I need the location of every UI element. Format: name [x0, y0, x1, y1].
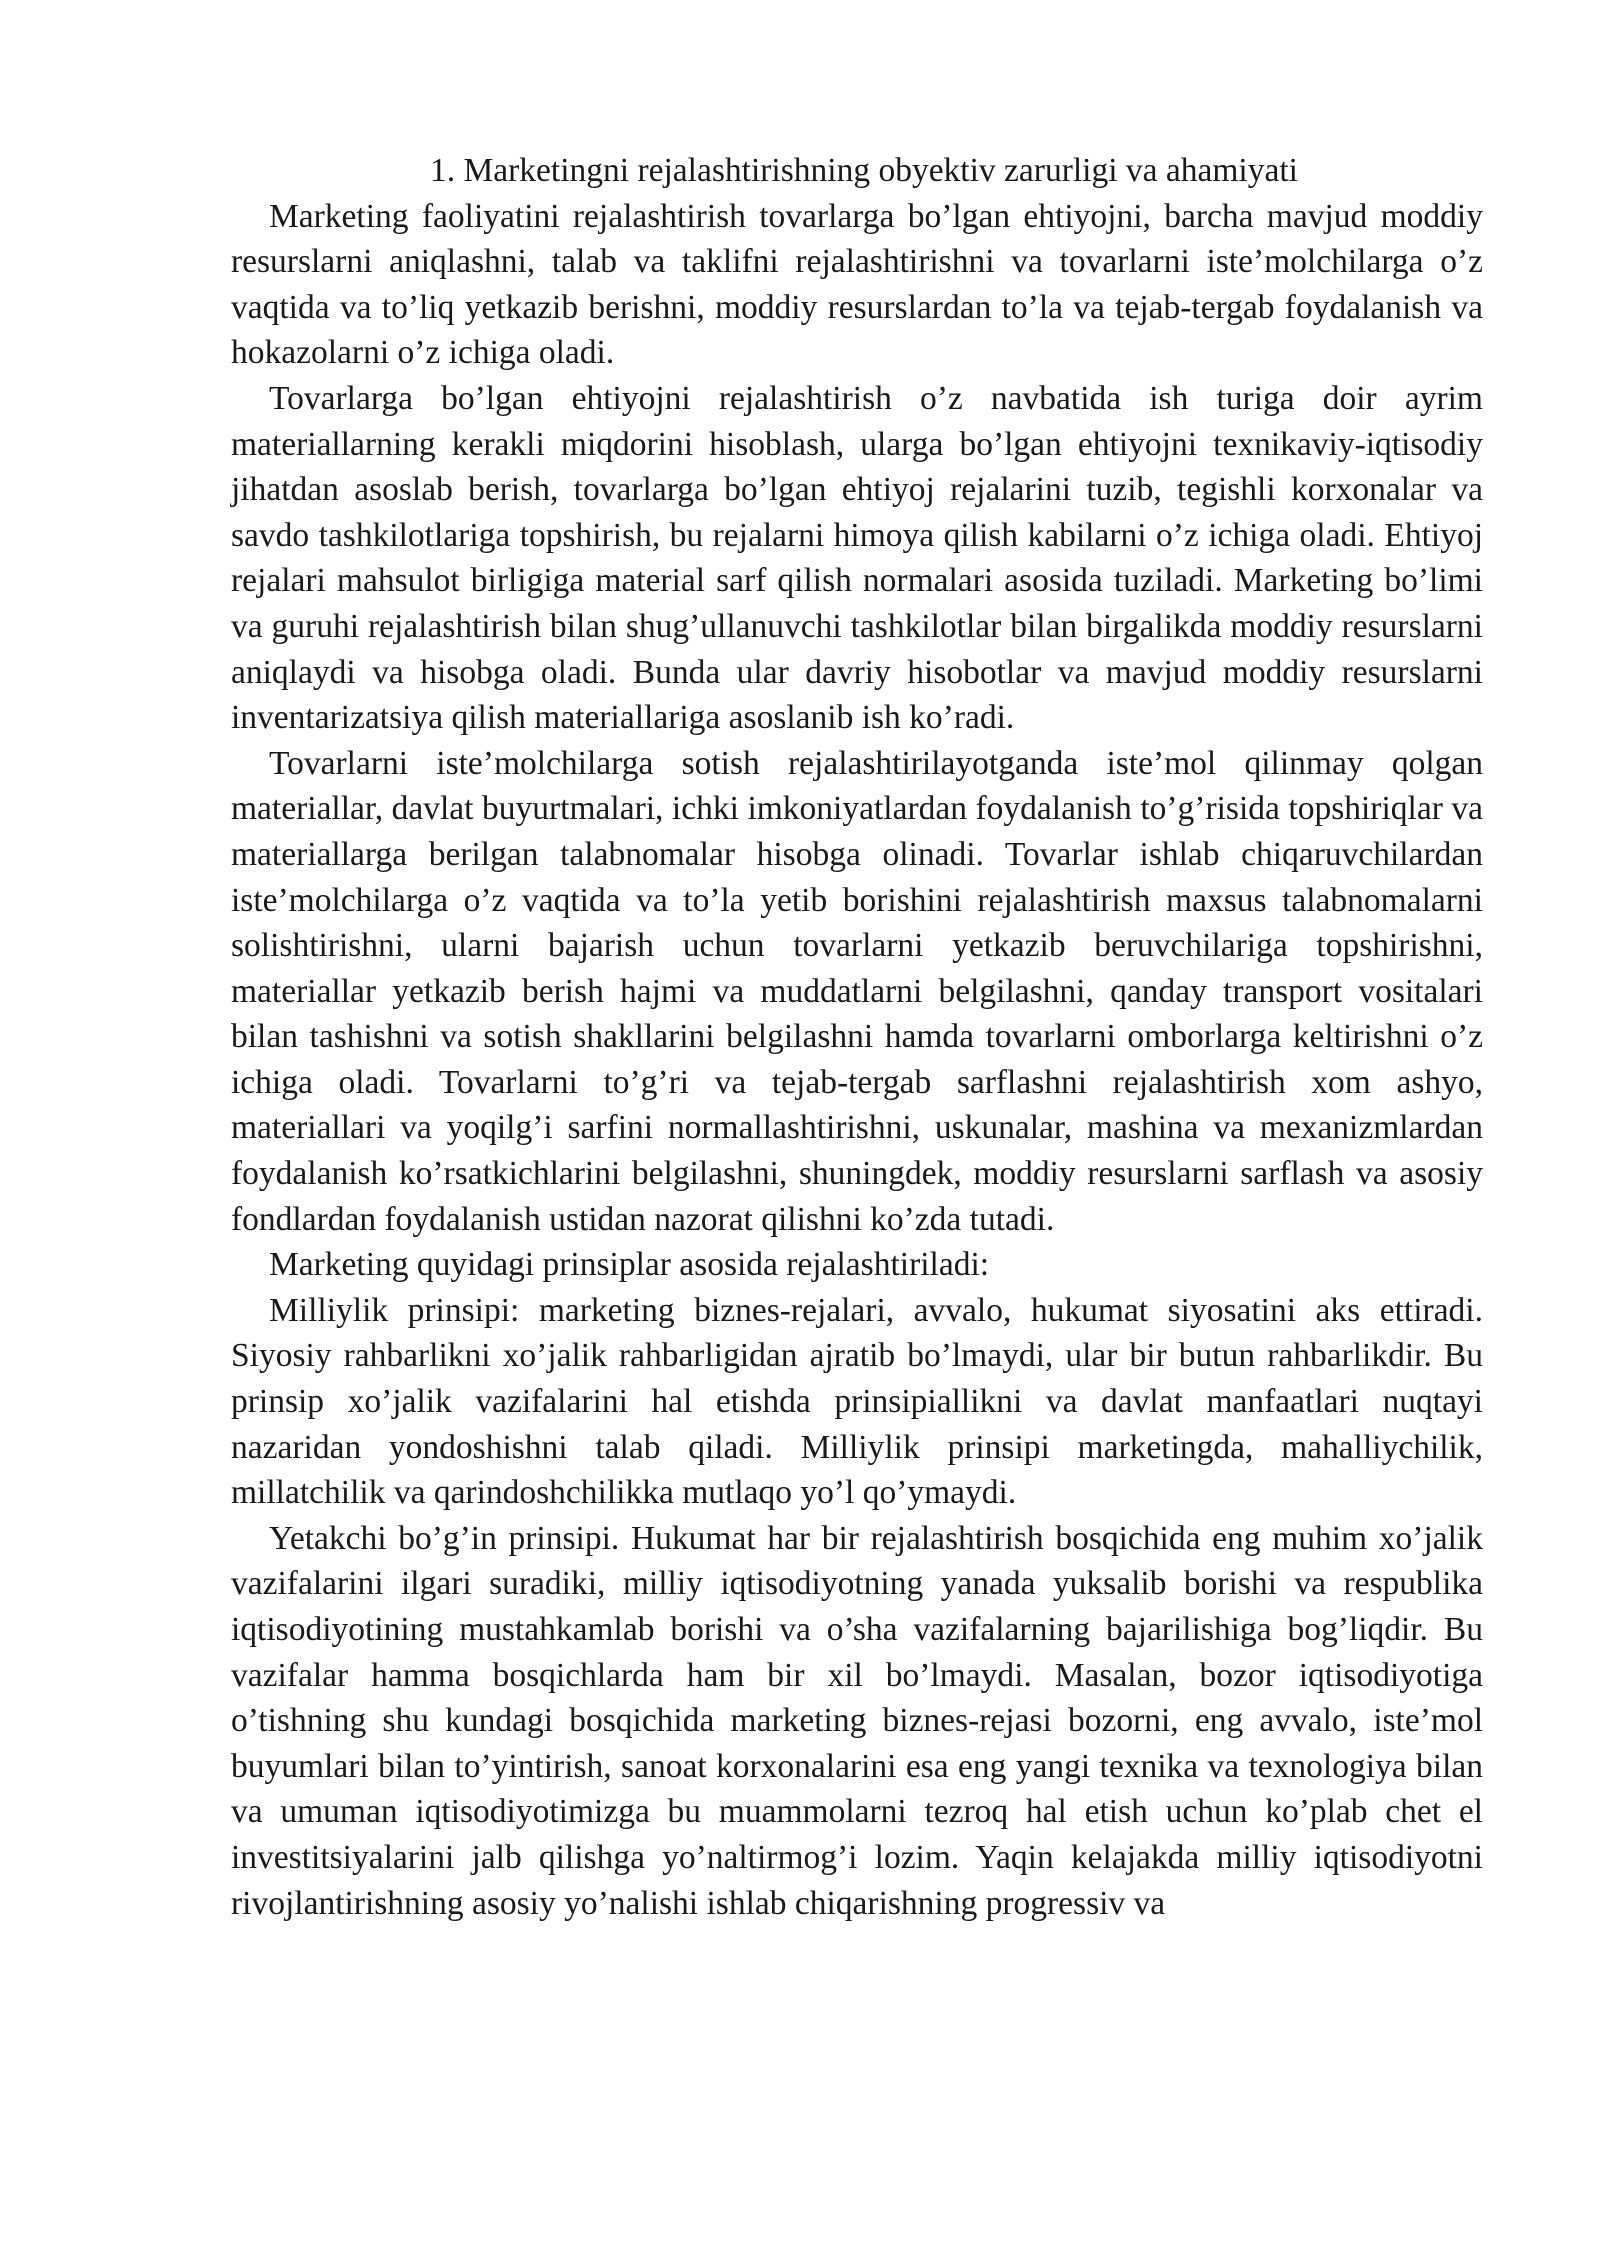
document-body: [231, 148, 1483, 1926]
paragraph-demand-planning: Tovarlarga bo’lgan ehtiyojni rejalashtirish o’z navbatida ish turiga doir ayrim materiallarning kerakli miqdorini hisoblash, ularga bo’lgan ehtiyojni texnikaviy-iqtisodiy jihatdan asoslab berish, tovarlarga bo’lgan ehtiyoj rejalarini tuzib, tegishli korxonalar va savdo tashkilotlariga topshirish, bu rejalarni himoya qilish kabilarni o’z ichiga oladi. Ehtiyoj rejalari mahsulot birligiga material sarf qilish normalari asosida tuziladi. Marketing bo’limi va guruhi rejalashtirish bilan shug’ullanuvchi tashkilotlar bilan birgalikda moddiy resurslarni aniqlaydi va hisobga oladi. Bunda ular davriy hisobotlar va mavjud moddiy resurslarni inventarizatsiya qilish materiallariga asoslanib ish ko’radi.: [231, 379, 1483, 737]
paragraph-marketing-planning: Marketing faoliyatini rejalashtirish tovarlarga bo’lgan ehtiyojni, barcha mavjud moddiy resurslarni aniqlashni, talab va taklifni rejalashtirishni va tovarlarni iste’molchilarga o’z vaqtida va to’liq yetkazib berishni, moddiy resurslardan to’la va tejab-tergab foydalanish va hokazolarni o’z ichiga oladi.: [231, 197, 1483, 372]
section-title: 1. Marketingni rejalashtirishning obyektiv zarurligi va ahamiyati: [430, 152, 1298, 189]
paragraph-leading-link-principle: Yetakchi bo’g’in prinsipi. Hukumat har bir rejalashtirish bosqichida eng muhim xo’jalik vazifalarini ilgari suradiki, milliy iqtisodiyotning yanada yuksalib borishi va respublika iqtisodiyotining mustahkamlab borishi va o’sha vazifalarning bajarilishiga bog’liqdir. Bu vazifalar hamma bosqichlarda ham bir xil bo’lmaydi. Masalan, bozor iqtisodiyotiga o’tishning shu kundagi bosqichida marketing biznes-rejasi bozorni, eng avvalo, iste’mol buyumlari bilan to’yintirish, sanoat korxonalarini esa eng yangi texnika va texnologiya bilan va umuman iqtisodiyotimizga bu muammolarni tezroq hal etish uchun ko’plab chet el investitsiyalarini jalb qilishga yo’naltirmog’i lozim. Yaqin kelajakda milliy iqtisodiyotni rivojlantirishning asosiy yo’nalishi ishlab chiqarishning progressiv va: [231, 1519, 1483, 1922]
paragraph-principles-intro: Marketing quyidagi prinsiplar asosida rejalashtiriladi:: [269, 1246, 990, 1284]
paragraph-sales-planning: Tovarlarni iste’molchilarga sotish rejalashtirilayotganda iste’mol qilinmay qolgan materiallar, davlat buyurtmalari, ichki imkoniyatlardan foydalanish to’g’risida topshiriqlar va materiallarga berilgan talabnomalar hisobga olinadi. Tovarlar ishlab chiqaruvchilardan iste’molchilarga o’z vaqtida va to’la yetib borishini rejalashtirish maxsus talabnomalarni solishtirishni, ularni bajarish uchun tovarlarni yetkazib beruvchilariga topshirishni, materiallar yetkazib berish hajmi va muddatlarni belgilashni, qanday transport vositalari bilan tashishni va sotish shakllarini belgilashni hamda tovarlarni omborlarga keltirishni o’z ichiga oladi. Tovarlarni to’g’ri va tejab-tergab sarflashni rejalashtirish xom ashyo, materiallari va yoqilg’i sarfini normallashtirishni, uskunalar, mashina va mexanizmlardan foydalanish ko’rsatkichlarini belgilashni, shuningdek, moddiy resurslarni sarflash va asosiy fondlardan foydalanish ustidan nazorat qilishni ko’zda tutadi.: [231, 744, 1483, 1238]
paragraph-national-principle: Milliylik prinsipi: marketing biznes-rejalari, avvalo, hukumat siyosatini aks ettiradi. Siyosiy rahbarlikni xo’jalik rahbarligidan ajratib bo’lmaydi, ular bir butun rahbarlikdir. Bu prinsip xo’jalik vazifalarini hal etishda prinsipiallikni va davlat manfaatlari nuqtayi nazaridan yondoshishni talab qiladi. Milliylik prinsipi marketingda, mahalliychilik, millatchilik va qarindoshchilikka mutlaqo yo’l qo’ymaydi.: [231, 1291, 1483, 1512]
